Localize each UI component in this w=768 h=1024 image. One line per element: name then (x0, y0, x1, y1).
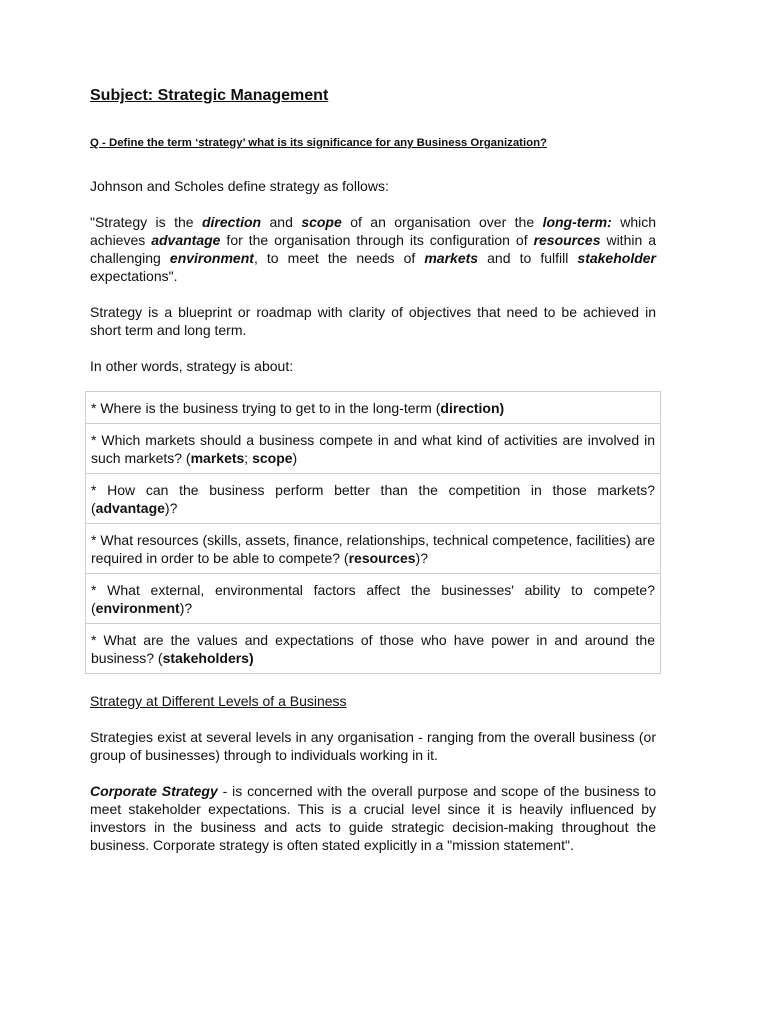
corporate-strategy-text: - is concerned with the overall purpose and scope of the business to meet stakeholder expectations. This is a crucial level since it is heavily influenced by investors in the business and acts to guide strategic decision-making throughout the business. Corporate strategy is often stated explicitly in a "mission statement". (90, 783, 656, 853)
row-text: * How can the business perform better than the competition in those markets? ( (91, 482, 655, 516)
row-keyword: stakeholders) (162, 650, 254, 666)
corporate-strategy-paragraph (90, 782, 656, 854)
row-keyword: advantage (95, 500, 165, 516)
row-keyword: direction) (440, 400, 505, 416)
table-row (86, 524, 660, 574)
table-row (86, 424, 660, 474)
definition-text: within a challenging (90, 232, 657, 266)
definition-text: which achieves (90, 214, 657, 248)
definition-text: and to fulfill (478, 250, 578, 266)
row-text: * Where is the business trying to get to in the long-term ( (91, 400, 441, 416)
row-keyword: environment (95, 600, 180, 616)
blueprint-paragraph: Strategy is a blueprint or roadmap with clarity of objectives that need to be achieved in short term and long term. (90, 304, 656, 338)
row-text: * What resources (skills, assets, finance, relationships, technical competence, facilities) are required in order to be able to compete? ( (91, 532, 655, 566)
row-keyword: resources (348, 550, 416, 566)
definition-text: , to meet the needs of (253, 250, 425, 266)
levels-heading: Strategy at Different Levels of a Business (90, 693, 347, 709)
subject-heading: Subject: Strategic Management (90, 87, 329, 104)
definition-text: "Strategy is the (90, 214, 202, 230)
keyword-stakeholder: stakeholder (577, 250, 656, 266)
corporate-strategy-term: Corporate Strategy (90, 783, 218, 799)
table-row (86, 624, 660, 673)
keyword-environment: environment (169, 250, 254, 266)
row-text: * What are the values and expectations of those who have power in and around the business? ( (91, 632, 655, 666)
definition-text: and (261, 214, 302, 230)
table-row (86, 474, 660, 524)
row-keyword: scope (252, 450, 293, 466)
row-tail: )? (415, 550, 428, 566)
strategy-questions-table (85, 391, 661, 674)
question-heading: Q - Define the term ‘strategy’ what is its significance for any Business Organization? (90, 137, 547, 149)
row-text: * What external, environmental factors affect the businesses' ability to compete? ( (91, 582, 655, 616)
keyword-markets: markets (424, 250, 479, 266)
definition-text: for the organisation through its configuration of (220, 232, 534, 248)
document-page (90, 86, 656, 872)
row-tail: ) (292, 450, 298, 466)
row-keyword: markets (190, 450, 245, 466)
keyword-direction: direction (201, 214, 262, 230)
keyword-advantage: advantage (151, 232, 221, 248)
definition-text: expectations". (90, 268, 178, 284)
row-tail: )? (179, 600, 193, 616)
table-row (86, 392, 660, 424)
row-text: * Which markets should a business compete in and what kind of activities are involved in such markets? ( (91, 432, 655, 466)
keyword-long-term: long-term: (542, 214, 612, 230)
levels-paragraph: Strategies exist at several levels in any organisation - ranging from the overall business (or group of businesses) through to individuals working in it. (90, 729, 656, 763)
intro-paragraph: Johnson and Scholes define strategy as follows: (90, 178, 389, 194)
definition-text: of an organisation over the (341, 214, 543, 230)
definition-paragraph (90, 213, 656, 285)
table-row (86, 574, 660, 624)
keyword-resources: resources (533, 232, 601, 248)
other-words-paragraph: In other words, strategy is about: (90, 358, 294, 374)
row-tail: )? (164, 500, 178, 516)
row-text: ; (244, 450, 253, 466)
keyword-scope: scope (301, 214, 342, 230)
